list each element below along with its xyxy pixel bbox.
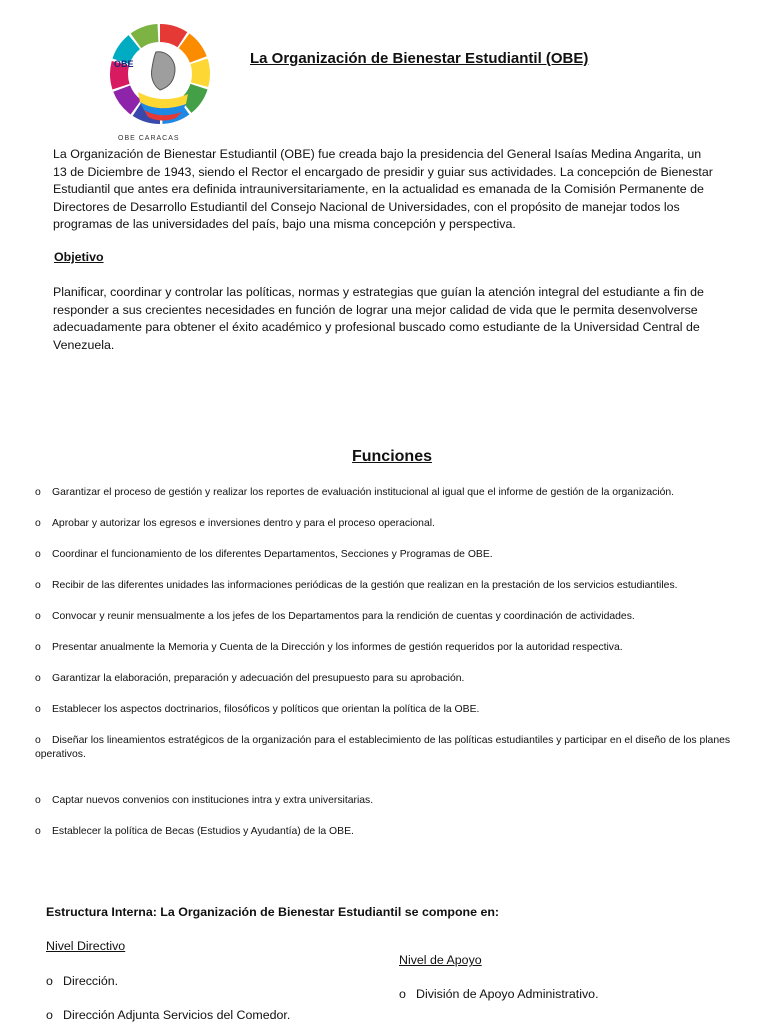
funciones-heading: Funciones — [351, 448, 432, 465]
funcion-item-text: Convocar y reunir mensualmente a los jefes de los Departamentos para la rendición de cuentas y coordinación de actividades. — [52, 611, 635, 622]
objective-heading: Objetivo — [54, 250, 104, 264]
funcion-item-text: Recibir de las diferentes unidades las informaciones periódicas de la gestión que realizan en la prestación de los servicios estudiantiles. — [52, 580, 678, 591]
intro-paragraph: La Organización de Bienestar Estudiantil (OBE) fue creada bajo la presidencia del General Isaías Medina Angarita, un 13 de Diciembre de 1943, siendo el Rector el encargado de presidir y guiar sus actividades. La concepción de Bienestar Estudiantil que antes era definida intrauniversitariamente, en la actualidad es emanada de la Comisión Permanente de Directores de Desarrollo Estudiantil del Consejo Nacional de Universidades, con el propósito de manejar todos los programas de las universidades del país, bajo una misma concepción y perspectiva. — [53, 147, 713, 232]
funcion-item — [35, 579, 755, 593]
page-title: La Organización de Bienestar Estudiantil (OBE) — [250, 50, 589, 67]
nivel-apoyo-heading: Nivel de Apoyo — [399, 953, 482, 967]
funcion-item-text: Establecer los aspectos doctrinarios, filosóficos y políticos que orientan la política de la OBE. — [52, 704, 480, 715]
funcion-item — [35, 794, 755, 808]
estructura-heading: Estructura Interna: La Organización de Bienestar Estudiantil se compone en: — [46, 905, 500, 919]
logo-label: OBE — [114, 59, 134, 69]
funcion-item-text: Aprobar y autorizar los egresos e inversiones dentro y para el proceso operacional. — [52, 518, 435, 529]
bullet: o — [35, 673, 41, 684]
nivel-directivo-item-text: Dirección Adjunta Servicios del Comedor. — [63, 1008, 291, 1022]
funcion-item — [35, 641, 755, 655]
obe-logo-graphic — [108, 22, 212, 146]
funcion-item-text: Garantizar el proceso de gestión y realizar los reportes de evaluación institucional al igual que el informe de gestión de la organización. — [52, 487, 675, 498]
funcion-item-text: Establecer la política de Becas (Estudios y Ayudantía) de la OBE. — [52, 826, 354, 837]
funcion-item — [6, 734, 755, 762]
bullet: o — [35, 487, 41, 498]
funcion-item-text: Presentar anualmente la Memoria y Cuenta de la Dirección y los informes de gestión requeridos por la autoridad respectiva. — [52, 642, 623, 653]
bullet: o — [399, 987, 406, 1001]
nivel-directivo-item — [46, 1008, 290, 1022]
nivel-apoyo-item — [399, 987, 599, 1001]
logo-caption: OBE CARACAS — [118, 135, 180, 142]
bullet: o — [35, 549, 41, 560]
funcion-item — [35, 548, 755, 562]
funcion-item — [35, 825, 755, 839]
objective-paragraph: Planificar, coordinar y controlar las políticas, normas y estrategias que guían la atención integral del estudiante a fin de responder a sus crecientes necesidades en función de lograr una mejor calidad de vida que le permita desenvolverse adecuadamente para obtener el éxito académico y profesional buscado como estudiante de la Universidad Central de Venezuela. — [53, 285, 704, 352]
obe-logo — [108, 22, 212, 146]
funcion-item-text: Garantizar la elaboración, preparación y adecuación del presupuesto para su aprobación. — [52, 673, 465, 684]
bullet: o — [35, 826, 41, 837]
funcion-item — [35, 672, 755, 686]
nivel-directivo-heading: Nivel Directivo — [46, 939, 126, 953]
nivel-directivo-item-text: Dirección. — [63, 974, 119, 988]
bullet: o — [46, 1008, 53, 1022]
funcion-item — [35, 517, 755, 531]
nivel-apoyo-item-text: División de Apoyo Administrativo. — [416, 987, 599, 1001]
bullet: o — [35, 580, 41, 591]
bullet: o — [35, 735, 41, 746]
bullet: o — [35, 611, 41, 622]
funcion-item — [35, 486, 755, 500]
funcion-item — [35, 610, 755, 624]
bullet: o — [46, 974, 53, 988]
bullet: o — [35, 795, 41, 806]
funcion-item-text: Coordinar el funcionamiento de los diferentes Departamentos, Secciones y Programas de OBE. — [52, 549, 493, 560]
funcion-item-text: Diseñar los lineamientos estratégicos de la organización para el establecimiento de las políticas estudiantiles y participar en el diseño de los planes operativos. — [35, 735, 731, 760]
bullet: o — [35, 518, 41, 529]
funciones-list — [35, 486, 755, 856]
nivel-directivo-item — [46, 974, 118, 988]
bullet: o — [35, 704, 41, 715]
bullet: o — [35, 642, 41, 653]
logo-ring-segment — [190, 59, 210, 88]
funcion-item-text: Captar nuevos convenios con instituciones intra y extra universitarias. — [52, 795, 374, 806]
funcion-item — [35, 703, 755, 717]
